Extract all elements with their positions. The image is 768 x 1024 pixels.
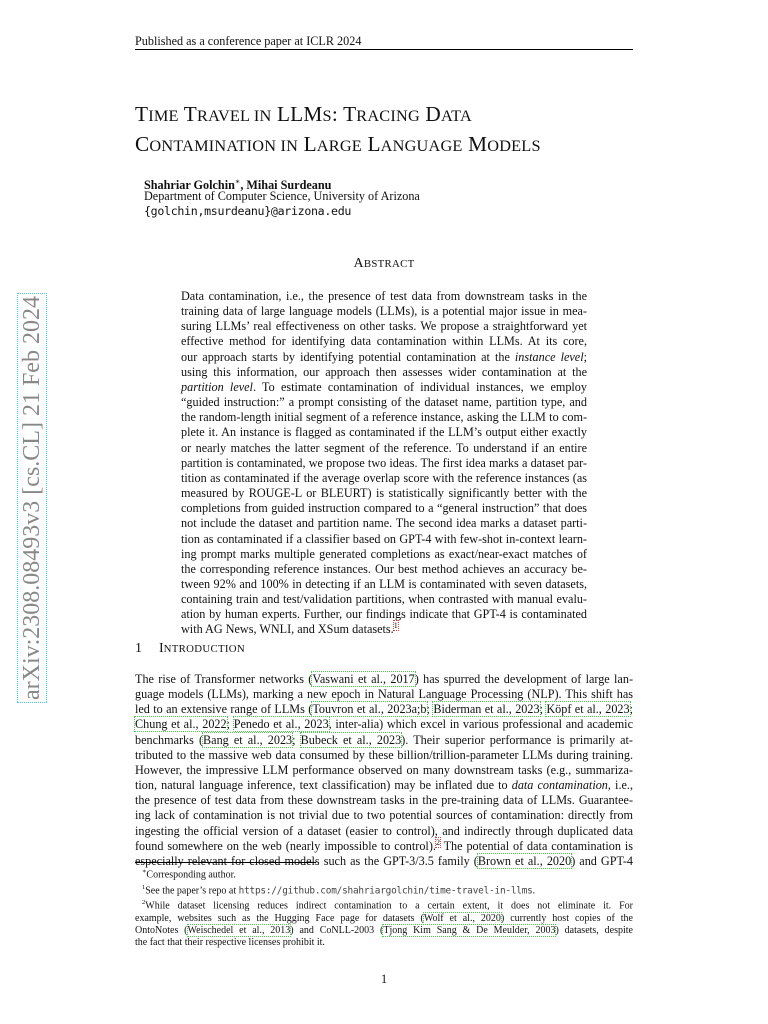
- small-caps-text: S: [322, 106, 332, 125]
- emphasis-text: partition level: [181, 379, 253, 394]
- text-line: [181, 607, 587, 622]
- abstract-heading: [0, 256, 768, 272]
- text-run: L: [361, 132, 381, 156]
- text-run: guage models (LLMs), marking a new epoch in Natural Language Processing (NLP). This shift has: [135, 687, 633, 702]
- footnote-mark: ∗: [142, 868, 147, 875]
- small-caps-text: ATA: [441, 106, 472, 125]
- text-run: ;: [583, 349, 587, 364]
- footnote-corresponding: [135, 866, 633, 882]
- small-caps-text: ONTAMINATION IN: [149, 136, 299, 155]
- title-line-1: [135, 100, 633, 130]
- text-line: [135, 717, 633, 732]
- text-run: T: [178, 102, 198, 126]
- text-run: our approach starts by identifying potential contamination at the: [181, 349, 515, 364]
- citation-link[interactable]: Weischedel et al., 2013: [187, 925, 291, 937]
- corresponding-author-mark[interactable]: ∗: [234, 177, 241, 186]
- footnote-2: [135, 897, 633, 950]
- text-line: [135, 687, 633, 702]
- text-run: the corresponding reference instances. Our best method achieves an accuracy be-: [181, 561, 587, 576]
- text-run: I: [159, 641, 164, 656]
- affiliation: Department of Computer Science, University of Arizona: [144, 189, 420, 203]
- page-number: 1: [380, 972, 388, 986]
- text-run: tributed to the massive web data consumed by these billion/trillion-parameter LLMs during training.: [135, 747, 633, 762]
- text-line: [135, 808, 633, 823]
- author-2: , Mihai Surdeanu: [240, 178, 332, 193]
- footnote-line: [135, 866, 633, 882]
- repo-url-link[interactable]: https://github.com/shahriargolchin/time-travel-in-llms: [238, 884, 533, 896]
- text-run: “guided instruction:” a prompt consisting of the dataset name, partition type, and: [181, 395, 587, 410]
- text-run: tion as contaminated if a classifier based on GPT-4 with few-shot in-context learn-: [181, 531, 587, 546]
- text-line: [135, 733, 633, 748]
- text-run: M: [462, 132, 488, 156]
- text-run: The rise of Transformer networks (: [135, 672, 313, 686]
- text-line: [181, 425, 587, 440]
- section-number: 1: [135, 641, 142, 656]
- text-run: LLM: [271, 102, 323, 126]
- text-line: [181, 350, 587, 365]
- text-run: OntoNotes (: [135, 925, 188, 937]
- text-run: ;: [426, 702, 434, 717]
- citation-link[interactable]: Köpf et al., 2023: [546, 702, 630, 717]
- text-run: , inter-alia) which excel in various professional and academic: [328, 717, 633, 732]
- header-rule: [135, 49, 633, 50]
- small-caps-text: ODELS: [487, 136, 541, 155]
- text-run: While dataset licensing reduces indirect contamination to a certain extent, it does not eliminate it. For: [145, 900, 633, 912]
- arxiv-identifier[interactable]: arXiv:2308.08493v3 [cs.CL] 21 Feb 2024: [19, 296, 45, 700]
- text-line: [135, 672, 633, 687]
- text-line: [135, 839, 633, 854]
- text-run: ) currently host copies of the: [500, 912, 633, 924]
- text-run: measured by ROUGE-L or BLEURT) is statistically significantly better with the: [181, 486, 587, 501]
- section-title: [159, 641, 245, 656]
- text-line: [181, 304, 587, 319]
- text-run: effective method for identifying data contamination within LLMs. At its core,: [181, 334, 587, 349]
- small-caps-text: RAVEL IN: [197, 106, 272, 125]
- text-run: ing prompt marks multiple generated completions as exact/near-exact matches of: [181, 546, 587, 561]
- emphasis-text: data contamination: [511, 778, 608, 793]
- text-line: [181, 334, 587, 349]
- text-line: [135, 778, 633, 793]
- text-line: [135, 702, 633, 717]
- text-line: [181, 410, 587, 425]
- emphasis-text: instance level: [514, 349, 584, 364]
- text-run: .: [532, 884, 536, 896]
- footnote-ref[interactable]: 1: [393, 621, 398, 631]
- text-run: suring LLMs’ real effectiveness on other tasks. We propose a straightforward yet: [181, 319, 587, 334]
- text-line: [135, 763, 633, 778]
- text-line: [181, 516, 587, 531]
- paper-title: [135, 100, 633, 160]
- text-run: example, websites such as the Hugging Face page for datasets (: [135, 912, 424, 924]
- text-run: the fact that their respective licenses prohibit it.: [135, 937, 325, 949]
- text-run: tween 92% and 100% in detecting if an LLM is contaminated with seven datasets,: [181, 576, 587, 591]
- small-caps-text: BSTRACT: [363, 258, 415, 270]
- text-run: ingesting the official version of a dataset (easier to control), and indirectly through duplicated data: [135, 823, 633, 838]
- citation-link[interactable]: Vaswani et al., 2017: [312, 672, 415, 686]
- text-run: using this information, our approach then assesses wider contamination at the: [181, 364, 587, 379]
- text-run: C: [135, 132, 150, 156]
- text-line: [181, 319, 587, 334]
- text-run: tition as contaminated if the average overlap score with the reference instances (as: [181, 470, 587, 485]
- citation-link[interactable]: Penedo et al., 2023: [233, 717, 329, 732]
- text-run: training data of large language models (LLMs), is a potential major issue in mea-: [181, 304, 587, 319]
- footnote-mark: 2: [142, 899, 146, 907]
- text-line: [181, 486, 587, 501]
- small-caps-text: IME: [148, 106, 179, 125]
- text-run: containing train and test/validation partitions, when contrasted with manual evalu-: [181, 592, 587, 607]
- text-line: [181, 471, 587, 486]
- text-line: [181, 562, 587, 577]
- footnote-rule: [135, 862, 316, 863]
- text-run: However, the impressive LLM performance observed on many downstream tasks (e.g., summariza-: [135, 762, 633, 777]
- citation-link[interactable]: Bang et al., 2023: [203, 732, 293, 747]
- text-run: The potential of data contamination is: [439, 838, 633, 853]
- title-line-2: [135, 130, 633, 160]
- text-run: ) has spurred the development of large lan-: [414, 672, 633, 686]
- text-line: [135, 793, 633, 808]
- footnote-line: [135, 882, 633, 898]
- text-line: [181, 532, 587, 547]
- text-run: : T: [331, 102, 357, 126]
- footnote-line: [135, 925, 633, 937]
- footnote-ref[interactable]: 2: [435, 837, 440, 847]
- text-run: the presence of test data from these downstream tasks in the pre-training data of LLMs. Guarantee-: [135, 793, 633, 808]
- text-run: ;: [629, 702, 634, 717]
- citation-link[interactable]: Tjong Kim Sang & De Meulder, 2003: [383, 925, 556, 937]
- text-line: [181, 622, 587, 637]
- abstract-body: [181, 289, 587, 638]
- author-1: Shahriar Golchin: [144, 178, 235, 193]
- text-run: ;: [539, 702, 547, 717]
- text-run: , i.e.,: [607, 778, 633, 793]
- text-run: tion, natural language inference, text classification) may be inflated due to: [135, 778, 512, 793]
- text-run: the random-length initial segment of a reference instance, asking the LLM to com-: [181, 410, 587, 425]
- text-line: [181, 380, 587, 395]
- section-heading-introduction: [135, 641, 245, 657]
- text-line: [181, 441, 587, 456]
- text-line: [135, 824, 633, 839]
- text-run: ;: [292, 732, 301, 747]
- author-email: {golchin,msurdeanu}@arizona.edu: [144, 204, 352, 218]
- text-run: ). Their superior performance is primarily at-: [401, 732, 633, 747]
- citation-link[interactable]: Wolf et al., 2020: [423, 912, 501, 924]
- text-run: found somewhere on the web (nearly impossible to control).: [135, 838, 436, 853]
- footnote-line: [135, 913, 633, 925]
- text-run: not include the dataset and partition name. The second idea marks a dataset parti-: [181, 516, 587, 531]
- text-line: [181, 365, 587, 380]
- text-run: plete it. An instance is flagged as contaminated if the LLM’s output either exactly: [181, 425, 587, 440]
- text-run: ;: [226, 717, 234, 732]
- footnote-mark: 1: [142, 883, 146, 891]
- small-caps-text: RACING: [356, 106, 420, 125]
- footnote-line: [135, 897, 633, 913]
- footnote-1: [135, 882, 633, 898]
- text-run: . To estimate contamination of individual instances, we employ: [252, 379, 587, 394]
- introduction-body: [135, 672, 633, 869]
- text-line: [135, 748, 633, 763]
- text-line: [181, 395, 587, 410]
- text-line: [181, 456, 587, 471]
- text-run: Data contamination, i.e., the presence of test data from downstream tasks in the: [181, 289, 587, 303]
- text-run: or nearly matches the latter segment of the reference. To understand if an entire: [181, 440, 587, 455]
- text-run: ation by human experts. Further, our findings indicate that GPT-4 is contaminated: [181, 607, 587, 622]
- text-run: completions from guided instruction compared to a “general instruction” that does: [181, 501, 587, 516]
- small-caps-text: NTRODUCTION: [163, 643, 245, 655]
- text-run: partition is contaminated, we propose two ideas. The first idea marks a dataset par-: [181, 455, 587, 470]
- footnote-line: [135, 937, 633, 949]
- text-line: [181, 577, 587, 592]
- text-run: ) and CoNLL-2003 (: [290, 925, 384, 937]
- text-run: See the paper’s repo at: [145, 884, 239, 896]
- citation-link[interactable]: Touvron et al., 2023a;b: [312, 702, 427, 717]
- citation-link[interactable]: Biderman et al., 2023: [433, 702, 540, 717]
- text-run: ing lack of contamination is not trivial due to two potential sources of contamination: directly from: [135, 808, 633, 823]
- small-caps-text: ARGE: [316, 136, 362, 155]
- text-line: [181, 547, 587, 562]
- text-run: T: [135, 102, 149, 126]
- text-run: Corresponding author.: [146, 869, 236, 881]
- citation-link[interactable]: Bubeck et al., 2023: [300, 732, 402, 747]
- arxiv-stamp[interactable]: [19, 248, 45, 703]
- running-header: Published as a conference paper at ICLR 2024: [135, 34, 362, 48]
- footnotes: [135, 866, 633, 950]
- text-run: L: [298, 132, 317, 156]
- citation-link[interactable]: Brown et al., 2020: [477, 853, 572, 868]
- text-line: [181, 501, 587, 516]
- text-run: with AG News, WNLI, and XSum datasets.: [181, 622, 394, 637]
- text-line: [181, 592, 587, 607]
- text-run: benchmarks (: [135, 732, 204, 747]
- text-run: D: [419, 102, 442, 126]
- small-caps-text: ANGUAGE: [380, 136, 463, 155]
- text-line: [181, 289, 587, 304]
- citation-link[interactable]: Chung et al., 2022: [135, 717, 227, 732]
- text-run: led to an extensive range of LLMs (: [135, 702, 313, 717]
- text-run: ) datasets, despite: [555, 925, 633, 937]
- text-run: A: [353, 256, 364, 271]
- text-run: especially relevant for closed models such as the GPT-3/3.5 family (: [135, 853, 478, 868]
- text-run: ) and GPT-4: [571, 853, 633, 868]
